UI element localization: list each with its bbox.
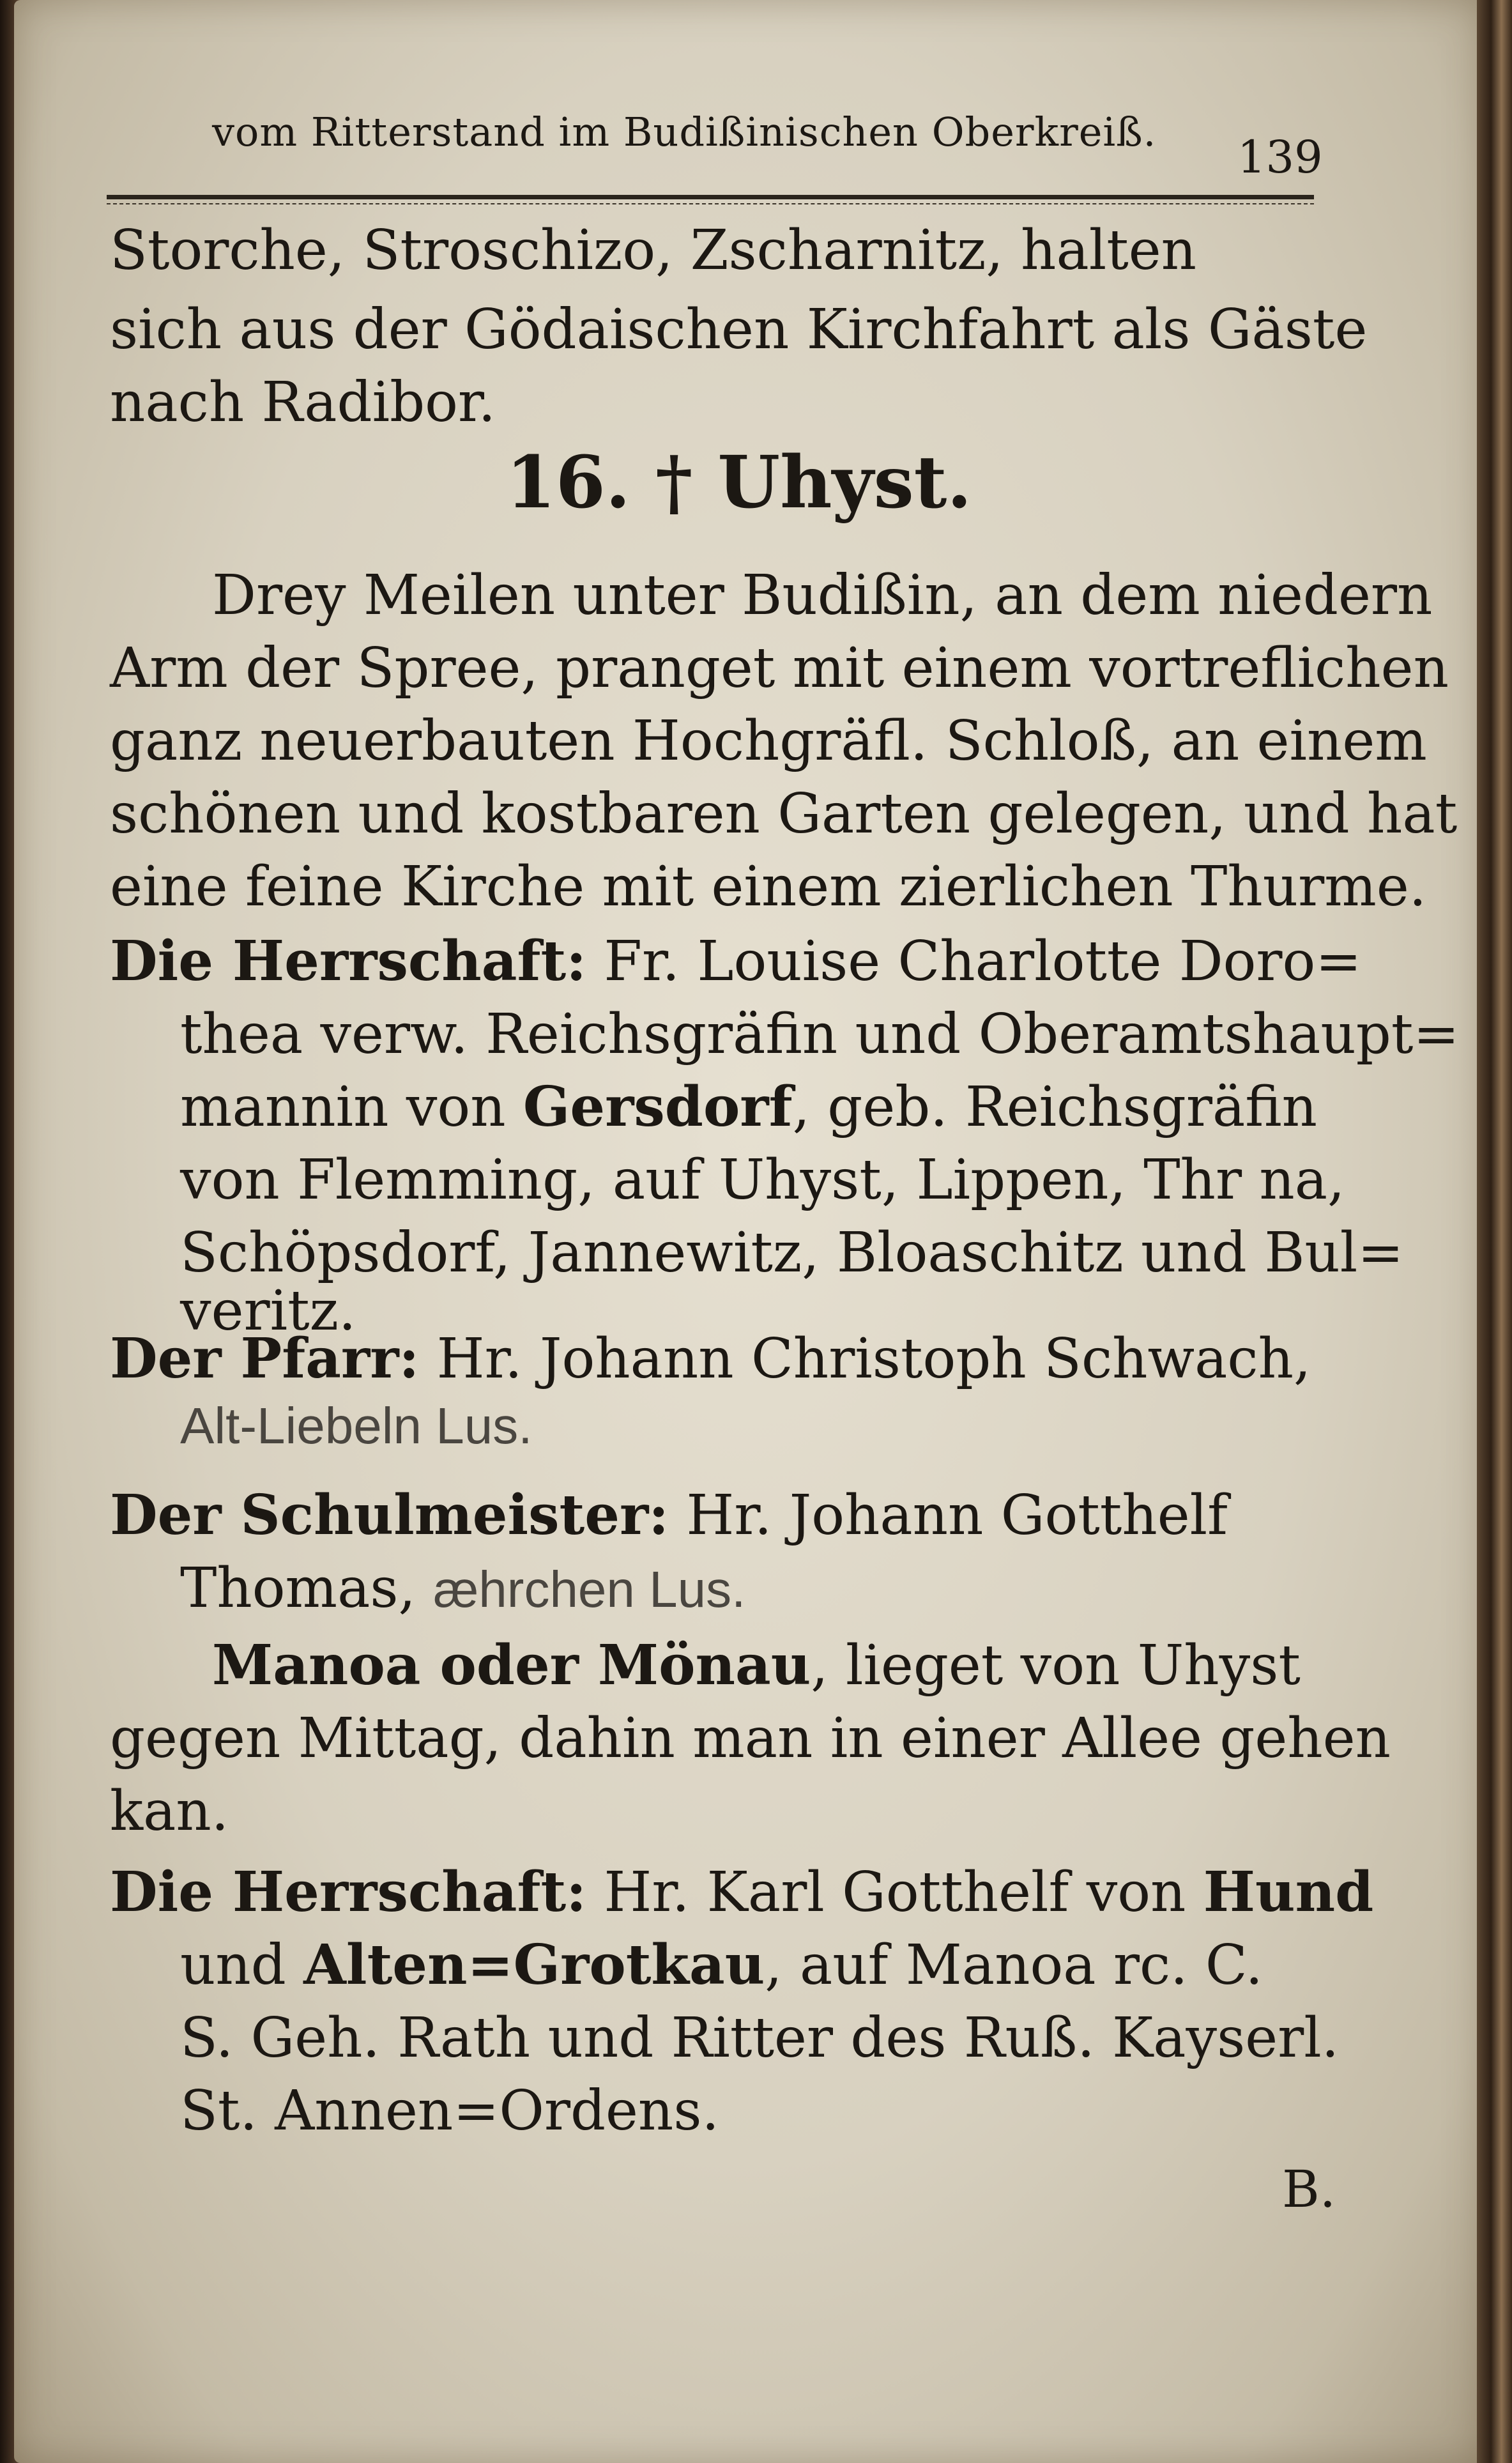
herrschaft-line-4: von Flemming, auf Uhyst, Lippen, Thr na, [180,1148,1345,1212]
herrschaft-line-1: Fr. Louise Charlotte Doro= [604,930,1362,994]
description-line-2: Arm der Spree, pranget mit einem vortreflichen [110,636,1449,700]
continuation-line-2: sich aus der Gödaischen Kirchfahrt als Gäste [110,298,1368,362]
continuation-line-3: nach Radibor. [110,371,496,434]
herrschaft-2-line-2-b: , auf Manoa rc. C. [765,1933,1263,1997]
header-rule-dashed [107,203,1314,204]
manoa-line-2: gegen Mittag, dahin man in einer Allee gehen [110,1707,1391,1770]
herrschaft-line-3-b: , geb. Reichsgräfin [792,1075,1317,1139]
manoa-line-1-rest: , lieget von Uhyst [811,1634,1301,1698]
book-page [14,0,1483,2463]
description-line-5: eine feine Kirche mit einem zierlichen Thurme. [110,855,1427,919]
pfarr-label: Der Pfarr: [110,1326,420,1391]
header-rule [107,195,1314,199]
herrschaft-line-2: thea verw. Reichsgräfin und Oberamtshaupt= [180,1002,1460,1066]
page-number: 139 [1237,131,1323,183]
herrschaft-line-5: Schöpsdorf, Jannewitz, Bloaschitz und Bul= [180,1221,1404,1285]
running-header: vom Ritterstand im Budißinischen Oberkreiß. [212,109,1157,155]
herrschaft-label: Die Herrschaft: [110,929,586,994]
section-title: 16. † Uhyst. [506,441,972,525]
family-name-alten-grotkau: Alten=Grotkau [303,1933,765,1997]
herrschaft-2-line-4: St. Annen=Ordens. [180,2079,719,2143]
catchword: B. [1282,2160,1336,2219]
schulmeister-name: Hr. Johann Gotthelf [686,1484,1228,1547]
schulmeister-line-2 [180,1549,1311,1629]
manoa-line-3: kan. [110,1779,229,1843]
herrschaft-2-label: Die Herrschaft: [110,1860,586,1924]
family-name-hund: Hund [1203,1860,1374,1924]
pfarr-name: Hr. Johann Christoph Schwach, [436,1327,1311,1391]
schulmeister-entry [110,1476,1311,1555]
schulmeister-label: Der Schulmeister: [110,1483,669,1547]
herrschaft-entry-2 [110,1853,1374,1932]
schulmeister-surname: Thomas, [180,1556,416,1620]
description-line-4: schönen und kostbaren Garten gelegen, und hat [110,782,1458,846]
herrschaft-2-line-2-a: und [180,1933,304,1997]
herrschaft-line-3 [180,1068,1317,1147]
schulmeister-handwritten-note: æhrchen Lus. [433,1561,746,1618]
herrschaft-2-line-3: S. Geh. Rath und Ritter des Ruß. Kayserl. [180,2006,1340,2070]
place-name-manoa: Manoa oder Mönau [212,1633,811,1698]
manoa-line-1 [212,1626,1311,1705]
description-line-1: Drey Meilen unter Budißin, an dem niedern [212,564,1433,627]
herrschaft-line-3-a: mannin von [180,1075,523,1139]
page-edge [1477,0,1512,2463]
description-line-3: ganz neuerbauten Hochgräfl. Schloß, an einem [110,709,1427,773]
herrschaft-2-line-2 [180,1926,1311,2005]
continuation-line-1: Storche, Stroschizo, Zscharnitz, halten [110,219,1197,282]
pfarr-handwritten-note: Alt-Liebeln Lus. [180,1397,533,1454]
herrschaft-2-line-1-a: Hr. Karl Gotthelf von [604,1861,1203,1924]
herrschaft-line-6: veritz. [180,1279,356,1343]
family-name-gersdorf: Gersdorf [523,1075,793,1139]
herrschaft-entry-1 [110,922,1362,1001]
